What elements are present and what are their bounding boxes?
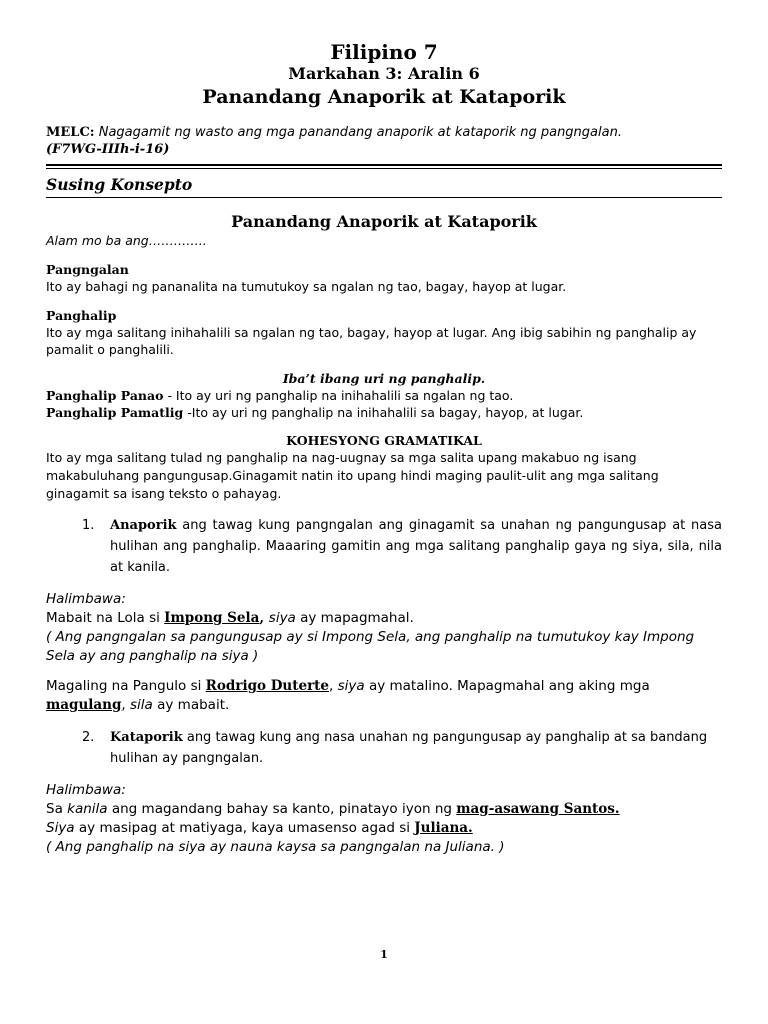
anaporik-definition: ang tawag kung pangngalan ang ginagamit sa unahan ng pangungusap at nasa hulihan ang panghalip. Maaaring gamitin ang mga salitang panghalip gaya ng siya, sila, nila at kanila. xyxy=(110,518,722,575)
melc-block xyxy=(46,124,722,158)
example-text: , xyxy=(121,697,131,713)
list-number: 2. xyxy=(82,730,95,745)
example-pronoun: Siya xyxy=(46,820,75,836)
example-pronoun: siya xyxy=(268,610,296,626)
example-text: , xyxy=(259,610,269,626)
uri-heading: Iba’t ibang uri ng panghalip. xyxy=(282,371,486,386)
example-text: , xyxy=(329,678,338,694)
uri-item-pamatlig xyxy=(46,404,722,421)
example-text: ay mabait. xyxy=(152,697,230,713)
anaporik-example-2 xyxy=(46,677,722,715)
example-text: ay mapagmahal. xyxy=(295,610,414,626)
document-page xyxy=(46,40,722,857)
example-noun: Rodrigo Duterte xyxy=(205,678,330,694)
definition-term-pangngalan: Pangngalan xyxy=(46,262,129,277)
uri-text: -Ito ay uri ng panghalip na inihahalili sa bagay, hayop, at lugar. xyxy=(183,405,584,420)
anaporik-term: Anaporik xyxy=(110,518,177,533)
definition-text-pangngalan: Ito ay bahagi ng pananalita na tumutukoy sa ngalan ng tao, bagay, hayop at lugar. xyxy=(46,279,567,294)
list-number: 1. xyxy=(82,518,95,533)
divider xyxy=(46,197,722,198)
example-pronoun: kanila xyxy=(67,801,108,817)
uri-text: - Ito ay uri ng panghalip na inihahalili sa ngalan ng tao. xyxy=(163,388,514,403)
definition-text-panghalip: Ito ay mga salitang inihahalili sa ngalan ng tao, bagay, hayop at lugar. Ang ibig sabihin ng panghalip ay pamalit o panghalili. xyxy=(46,325,697,357)
example-text: ay masipag at matiyaga, kaya umasenso agad si xyxy=(74,820,415,836)
anaporik-example-1 xyxy=(46,609,722,628)
kohesyon-text: Ito ay mga salitang tulad ng panghalip na nag-uugnay sa mga salita upang makabuo ng isang makabuluhang pangungusap.Ginagamit natin ito upang hindi maging paulit-ulit ang mga salitang ginagamit sa isang teksto o pahayag. xyxy=(46,450,659,501)
list-item-anaporik xyxy=(46,515,722,578)
list-item-kataporik xyxy=(46,727,722,769)
quarter-lesson: Markahan 3: Aralin 6 xyxy=(288,64,480,83)
kataporik-example-1 xyxy=(46,800,722,819)
double-divider xyxy=(46,164,722,169)
example-pronoun: siya xyxy=(337,678,365,694)
anaporik-example-note: ( Ang pangngalan sa pangungusap ay si Impong Sela, ang panghalip na tumutukoy kay Impong Sela ay ang panghalip na siya ) xyxy=(46,629,695,664)
kataporik-term: Kataporik xyxy=(110,730,183,745)
kohesyon-heading: KOHESYONG GRAMATIKAL xyxy=(286,433,482,448)
subject-title: Filipino 7 xyxy=(330,40,438,64)
example-noun: mag-asawang Santos. xyxy=(456,801,620,817)
uri-item-panao xyxy=(46,387,722,404)
example-noun: Impong Sela xyxy=(164,610,260,626)
definition-term-panghalip: Panghalip xyxy=(46,308,117,323)
halimbawa-label: Halimbawa: xyxy=(46,782,126,798)
uri-term: Panghalip Pamatlig xyxy=(46,405,184,420)
page-number: 1 xyxy=(380,948,388,961)
uri-term: Panghalip Panao xyxy=(46,388,164,403)
kohesyon-list-2 xyxy=(46,727,722,769)
alam-mo-text: Alam mo ba ang………….. xyxy=(46,233,207,248)
kataporik-definition: ang tawag kung ang nasa unahan ng pangungusap ay panghalip at sa bandang hulihan ay pangngalan. xyxy=(110,730,708,766)
example-noun: magulang xyxy=(46,697,122,713)
kohesyon-list xyxy=(46,515,722,578)
kataporik-example-note: ( Ang panghalip na siya ay nauna kaysa sa pangngalan na Juliana. ) xyxy=(46,839,505,855)
example-pronoun: sila xyxy=(130,697,153,713)
example-text: Sa xyxy=(46,801,68,817)
example-text: ang magandang bahay sa kanto, pinatayo iyon ng xyxy=(107,801,457,817)
section-title: Panandang Anaporik at Kataporik xyxy=(231,212,537,231)
melc-text: Nagagamit ng wasto ang mga panandang anaporik at kataporik ng pangngalan. xyxy=(98,125,622,140)
example-noun: Juliana. xyxy=(414,820,473,836)
kataporik-example-2 xyxy=(46,819,722,838)
halimbawa-label: Halimbawa: xyxy=(46,591,126,607)
melc-label: MELC: xyxy=(46,125,95,140)
susing-konsepto-heading: Susing Konsepto xyxy=(46,175,193,194)
example-text: ay matalino. Mapagmahal ang aking mga xyxy=(364,678,650,694)
melc-code: (F7WG-IIIh-i-16) xyxy=(46,142,170,157)
lesson-title: Panandang Anaporik at Kataporik xyxy=(202,86,566,108)
example-text: Magaling na Pangulo si xyxy=(46,678,206,694)
example-text: Mabait na Lola si xyxy=(46,610,165,626)
